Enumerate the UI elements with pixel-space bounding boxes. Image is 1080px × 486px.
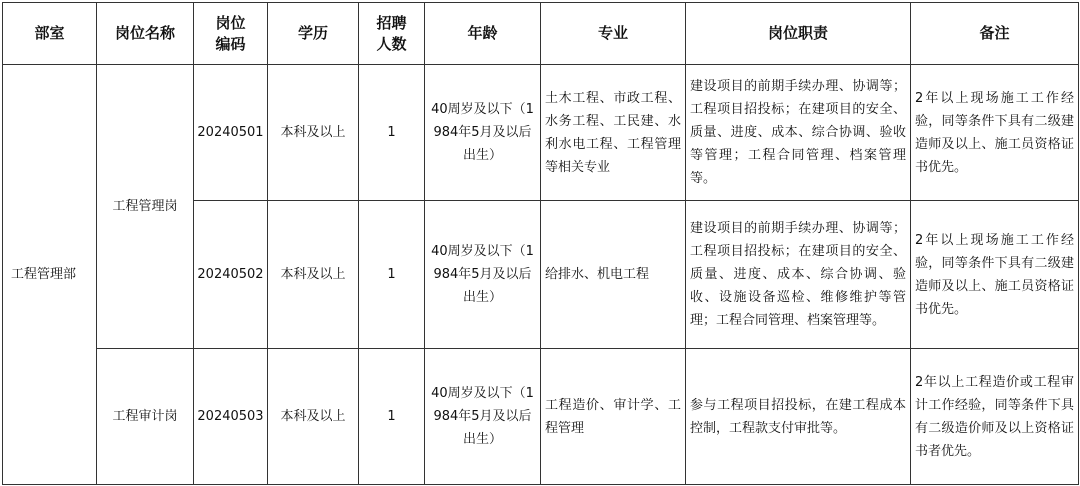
header-headcount	[359, 3, 425, 65]
header-position-name: 岗位名称	[97, 3, 194, 65]
header-education: 学历	[268, 3, 359, 65]
duties-cell: 建设项目的前期手续办理、协调等；工程项目招投标；在建项目的安全、质量、进度、成本、综合协调、验收、设施设备巡检、维修维护等管理；工程合同管理、档案管理等。	[686, 201, 911, 349]
header-position-code-text: 岗位编码	[215, 13, 246, 53]
duties-cell: 建设项目的前期手续办理、协调等；工程项目招投标；在建项目的安全、质量、进度、成本、综合协调、验收等管理；工程合同管理、档案管理等。	[686, 65, 911, 201]
headcount-cell: 1	[359, 201, 425, 349]
headcount-cell: 1	[359, 65, 425, 201]
table-row	[3, 349, 1079, 485]
education-cell: 本科及以上	[268, 349, 359, 485]
header-major: 专业	[541, 3, 686, 65]
dept-cell: 工程管理部	[3, 65, 97, 485]
education-cell: 本科及以上	[268, 201, 359, 349]
header-age: 年龄	[425, 3, 541, 65]
major-cell: 工程造价、审计学、工程管理	[541, 349, 686, 485]
headcount-cell: 1	[359, 349, 425, 485]
remarks-cell: 2年以上工程造价或工程审计工作经验，同等条件下具有二级造价师及以上资格证书者优先。	[911, 349, 1079, 485]
position-name-cell: 工程管理岗	[97, 65, 194, 349]
recruitment-table	[2, 2, 1079, 485]
header-headcount-text: 招聘人数	[376, 13, 407, 53]
table-row	[3, 65, 1079, 201]
major-cell: 给排水、机电工程	[541, 201, 686, 349]
age-cell: 40周岁及以下（1984年5月及以后出生）	[425, 201, 541, 349]
header-row	[3, 3, 1079, 65]
position-code-cell: 20240503	[194, 349, 268, 485]
header-dept: 部室	[3, 3, 97, 65]
age-cell: 40周岁及以下（1984年5月及以后出生）	[425, 65, 541, 201]
major-cell: 土木工程、市政工程、水务工程、工民建、水利水电工程、工程管理等相关专业	[541, 65, 686, 201]
remarks-cell: 2年以上现场施工工作经验，同等条件下具有二级建造师及以上、施工员资格证书优先。	[911, 65, 1079, 201]
position-code-cell: 20240501	[194, 65, 268, 201]
position-name-cell: 工程审计岗	[97, 349, 194, 485]
remarks-cell: 2年以上现场施工工作经验，同等条件下具有二级建造师及以上、施工员资格证书优先。	[911, 201, 1079, 349]
recruitment-table-sheet	[2, 2, 1078, 484]
duties-cell: 参与工程项目招投标，在建工程成本控制，工程款支付审批等。	[686, 349, 911, 485]
education-cell: 本科及以上	[268, 65, 359, 201]
header-remarks: 备注	[911, 3, 1079, 65]
header-duties: 岗位职责	[686, 3, 911, 65]
position-code-cell: 20240502	[194, 201, 268, 349]
age-cell: 40周岁及以下（1984年5月及以后出生）	[425, 349, 541, 485]
header-position-code	[194, 3, 268, 65]
